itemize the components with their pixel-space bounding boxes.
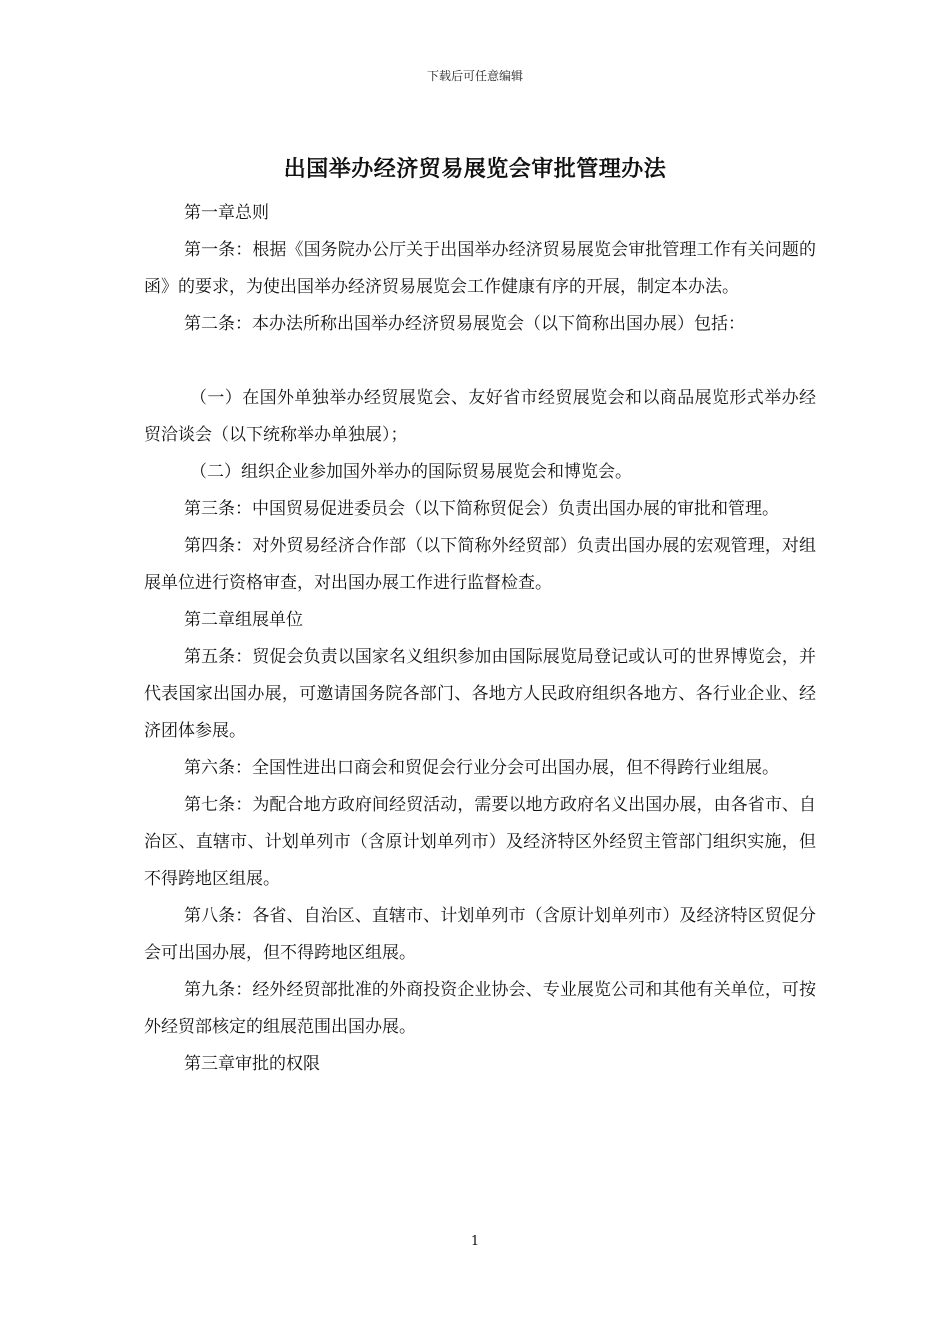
article-3: 第三条：中国贸易促进委员会（以下简称贸促会）负责出国办展的审批和管理。	[184, 499, 779, 519]
page-number: 1	[470, 1234, 480, 1249]
document-body	[144, 195, 816, 1083]
article-2-item-2: （二）组织企业参加国外举办的国际贸易展览会和博览会。	[190, 462, 632, 482]
header-note: 下载后可任意编辑	[426, 69, 523, 83]
article-2-item-1: （一）在国外单独举办经贸展览会、友好省市经贸展览会和以商品展览形式举办经贸洽谈会（以下统称举办单独展）；	[144, 388, 816, 445]
article-9: 第九条：经外经贸部批准的外商投资企业协会、专业展览公司和其他有关单位，可按外经贸部核定的组展范围出国办展。	[144, 980, 816, 1037]
article-5: 第五条：贸促会负责以国家名义组织参加由国际展览局登记或认可的世界博览会，并代表国家出国办展，可邀请国务院各部门、各地方人民政府组织各地方、各行业企业、经济团体参展。	[144, 647, 816, 741]
chapter-heading-1: 第一章总则	[184, 203, 269, 223]
article-2: 第二条：本办法所称出国举办经济贸易展览会（以下简称出国办展）包括：	[184, 314, 745, 334]
article-6: 第六条：全国性进出口商会和贸促会行业分会可出国办展，但不得跨行业组展。	[184, 758, 779, 778]
article-8: 第八条：各省、自治区、直辖市、计划单列市（含原计划单列市）及经济特区贸促分会可出国办展，但不得跨地区组展。	[144, 906, 816, 963]
article-4: 第四条：对外贸易经济合作部（以下简称外经贸部）负责出国办展的宏观管理，对组展单位进行资格审查，对出国办展工作进行监督检查。	[144, 536, 816, 593]
article-1: 第一条：根据《国务院办公厅关于出国举办经济贸易展览会审批管理工作有关问题的函》的要求，为使出国举办经济贸易展览会工作健康有序的开展，制定本办法。	[144, 240, 816, 297]
document-title: 出国举办经济贸易展览会审批管理办法	[283, 156, 667, 182]
chapter-heading-3: 第三章审批的权限	[184, 1054, 320, 1074]
chapter-heading-2: 第二章组展单位	[184, 610, 303, 630]
article-7: 第七条：为配合地方政府间经贸活动，需要以地方政府名义出国办展，由各省市、自治区、直辖市、计划单列市（含原计划单列市）及经济特区外经贸主管部门组织实施，但不得跨地区组展。	[144, 795, 816, 889]
